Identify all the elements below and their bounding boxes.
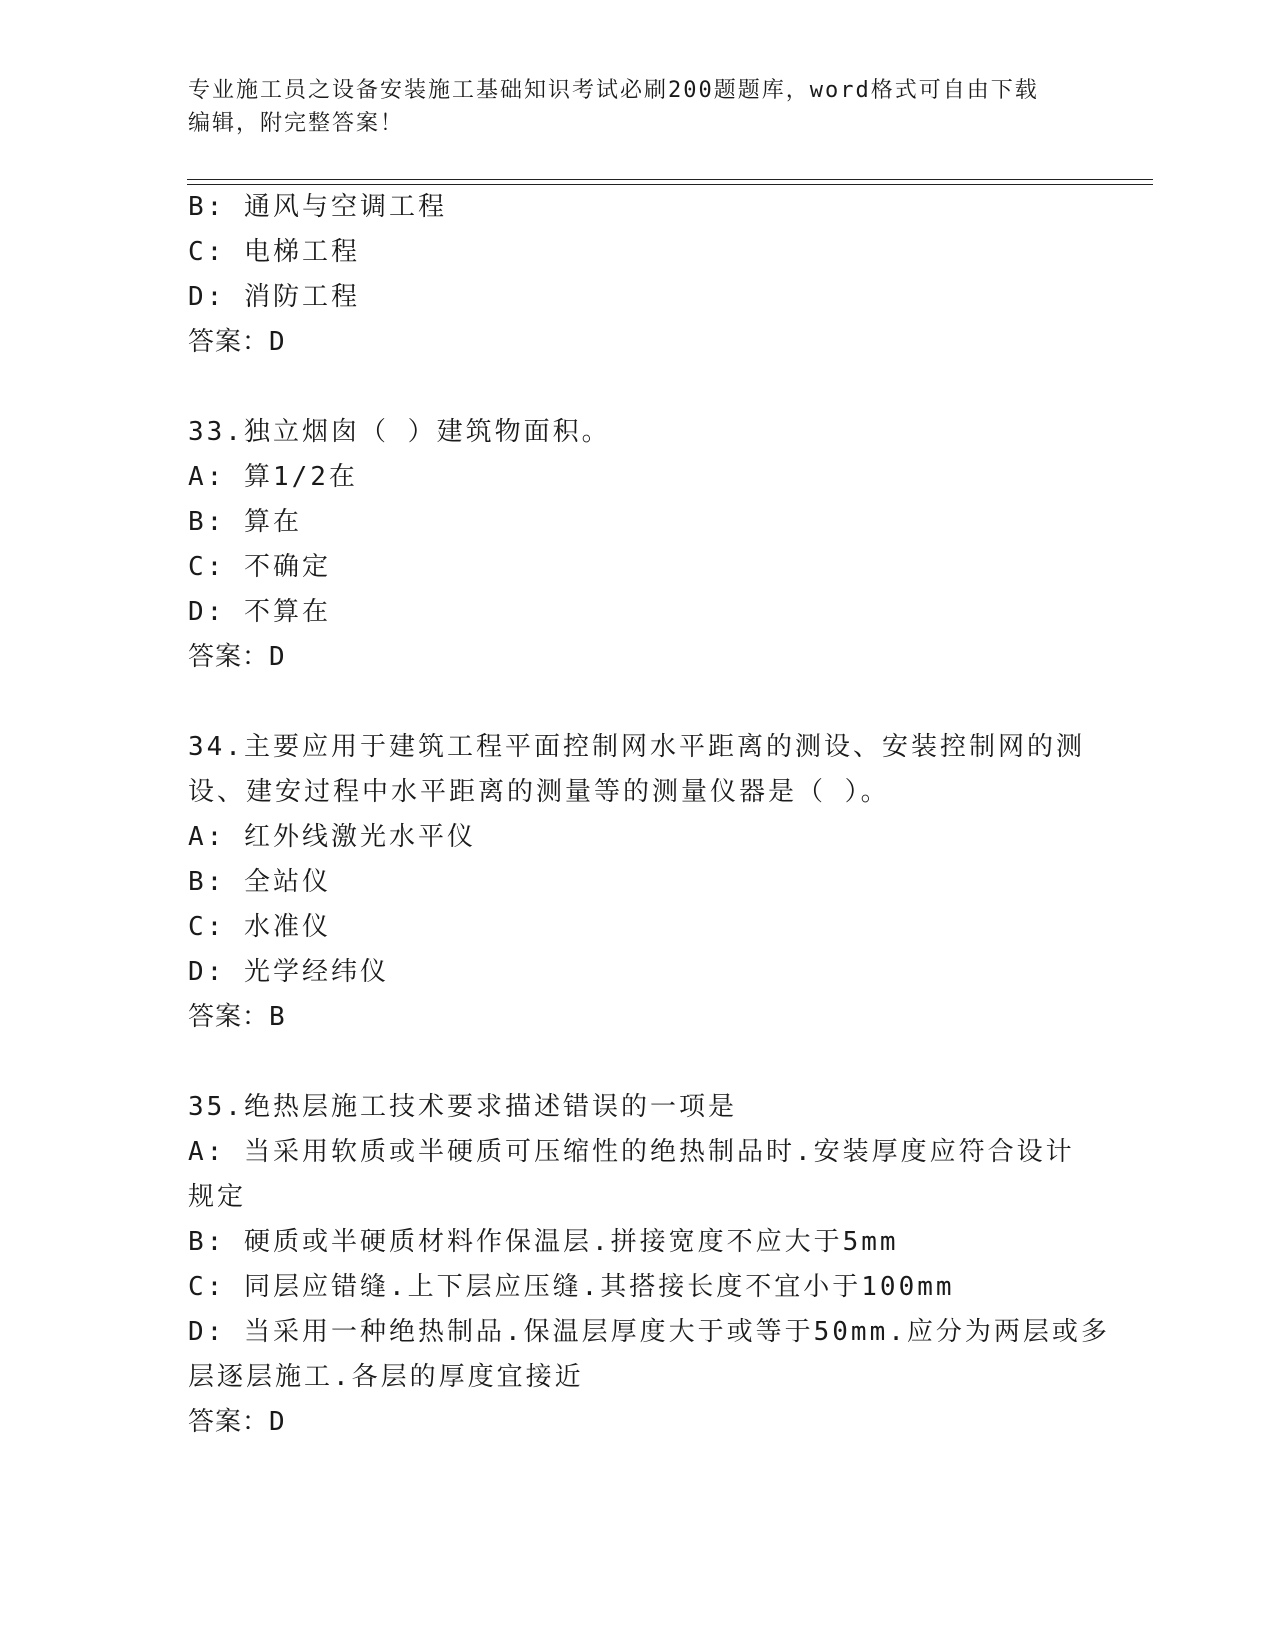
document-header: [188, 74, 1088, 140]
q34-stem-line-1: 34.主要应用于建筑工程平面控制网水平距离的测设、安装控制网的测: [188, 732, 1085, 762]
q35-option-a-line-2: 规定: [188, 1182, 247, 1212]
q33-option-d: D: 不算在: [188, 597, 331, 627]
q35-answer: [188, 1405, 285, 1439]
q35-answer-label: 答案：: [188, 1407, 270, 1437]
header-rule-bottom: [187, 184, 1153, 185]
q34-option-b: B: 全站仪: [188, 867, 331, 897]
q34-option-d: D: 光学经纬仪: [188, 957, 389, 987]
q34-answer: [188, 1000, 285, 1034]
q34-answer-value: B: [269, 1002, 285, 1032]
q35-option-d-line-1: D: 当采用一种绝热制品.保温层厚度大于或等于50mm.应分为两层或多: [188, 1317, 1110, 1347]
q35-option-a-line-1: A: 当采用软质或半硬质可压缩性的绝热制品时.安装厚度应符合设计: [188, 1137, 1075, 1167]
q32-answer: [188, 325, 285, 359]
q34-stem-line-2: 设、建安过程中水平距离的测量等的测量仪器是（ ）。: [188, 777, 890, 807]
q33-answer-label: 答案：: [188, 642, 270, 672]
q33-answer-value: D: [269, 642, 285, 672]
q33-stem: 33.独立烟囱（ ）建筑物面积。: [188, 417, 611, 447]
q34-option-c: C: 水准仪: [188, 912, 331, 942]
q33-option-c: C: 不确定: [188, 552, 331, 582]
header-line-2: 编辑，附完整答案！: [188, 111, 405, 136]
q34-option-a: A: 红外线激光水平仪: [188, 822, 476, 852]
q35-option-b: B: 硬质或半硬质材料作保温层.拼接宽度不应大于5mm: [188, 1227, 899, 1257]
q35-option-c: C: 同层应错缝.上下层应压缝.其搭接长度不宜小于100mm: [188, 1272, 955, 1302]
q32-option-b: B: 通风与空调工程: [188, 192, 447, 222]
q32-answer-label: 答案：: [188, 327, 270, 357]
q35-stem: 35.绝热层施工技术要求描述错误的一项是: [188, 1092, 737, 1122]
q33-option-b: B: 算在: [188, 507, 302, 537]
q32-option-c: C: 电梯工程: [188, 237, 360, 267]
header-line-1: 专业施工员之设备安装施工基础知识考试必刷200题题库，word格式可自由下载: [188, 78, 1039, 103]
q33-option-a: A: 算1/2在: [188, 462, 358, 492]
q34-answer-label: 答案：: [188, 1002, 270, 1032]
q32-answer-value: D: [269, 327, 285, 357]
q33-answer: [188, 640, 285, 674]
q35-option-d-line-2: 层逐层施工.各层的厚度宜接近: [188, 1362, 584, 1392]
q35-answer-value: D: [269, 1407, 285, 1437]
header-rule-top: [187, 179, 1153, 180]
q32-option-d: D: 消防工程: [188, 282, 360, 312]
